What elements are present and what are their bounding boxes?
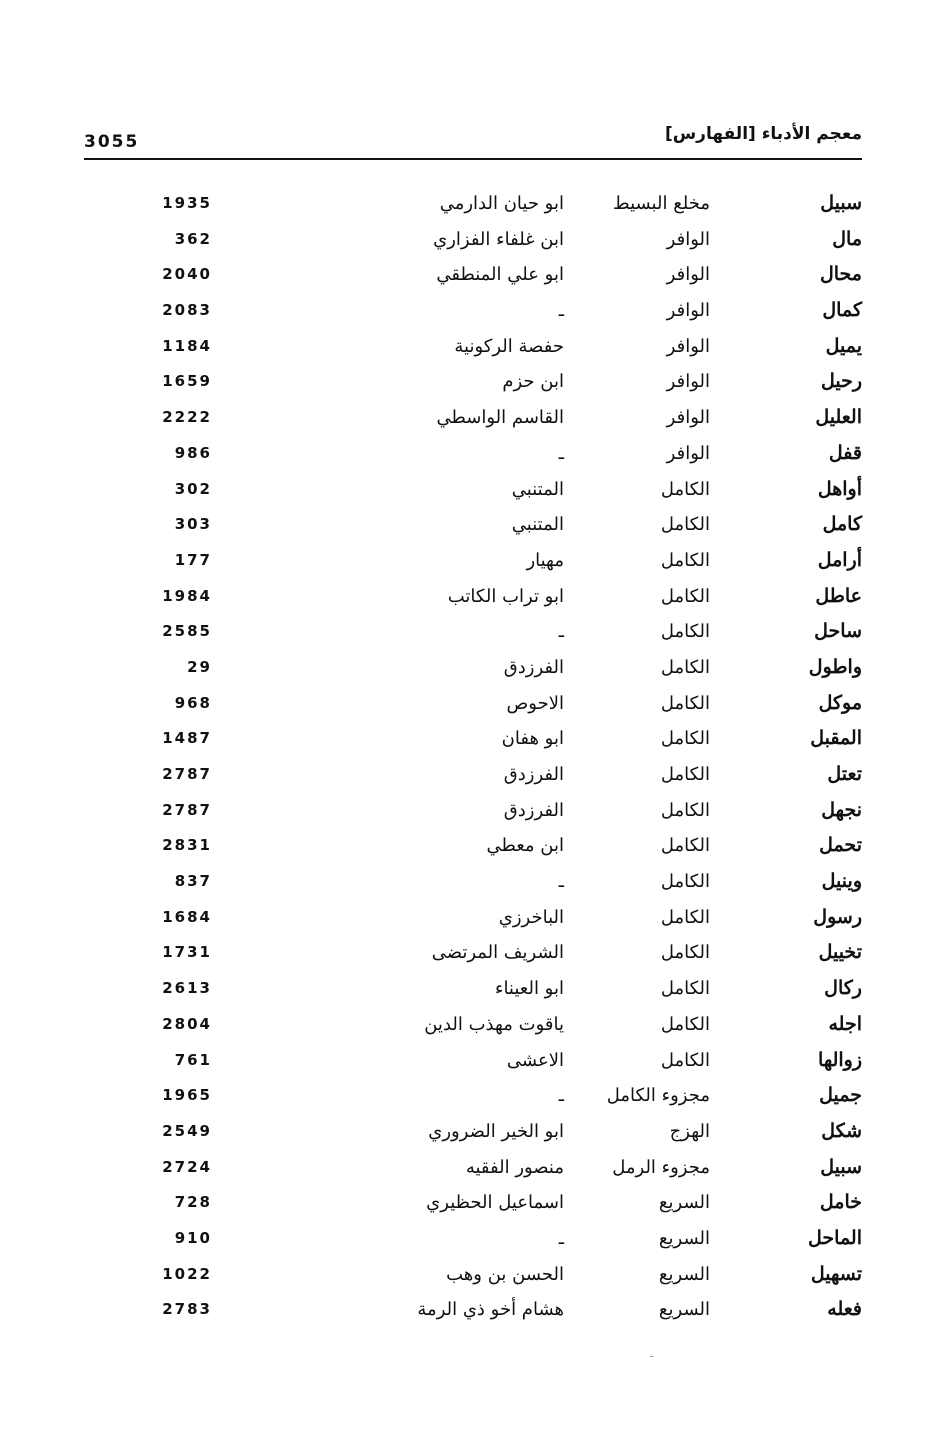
- table-row: [84, 721, 862, 757]
- meter-name: الوافر: [666, 228, 710, 250]
- page-reference: 177: [174, 550, 212, 569]
- meter-name: الوافر: [666, 335, 710, 357]
- rhyme-word: وينيل: [821, 870, 862, 893]
- poet-name: ياقوت مهذب الدين: [424, 1013, 564, 1035]
- table-row: [84, 650, 862, 686]
- rhyme-word: موكل: [818, 691, 862, 714]
- table-row: [84, 1221, 862, 1257]
- page-header: [84, 122, 862, 160]
- table-row: [84, 900, 862, 936]
- meter-name: الكامل: [660, 514, 710, 536]
- table-row: [84, 614, 862, 650]
- poet-name: الاعشى: [506, 1049, 564, 1071]
- page-reference: 303: [174, 515, 212, 534]
- page-reference: 2787: [162, 765, 212, 783]
- table-row: [84, 329, 862, 365]
- meter-name: الكامل: [660, 656, 710, 678]
- poet-name: ـ: [558, 1227, 564, 1249]
- meter-name: الوافر: [666, 371, 710, 393]
- meter-name: الكامل: [660, 942, 710, 964]
- rhyme-word: تعتل: [827, 763, 862, 785]
- rhyme-word: المقبل: [810, 727, 862, 750]
- table-row: [84, 1078, 862, 1114]
- table-row: [84, 222, 862, 258]
- poet-name: الباخرزي: [498, 906, 564, 928]
- table-row: [84, 1007, 862, 1043]
- page-reference: 1731: [162, 943, 212, 962]
- page-reference: 910: [174, 1228, 212, 1247]
- rhyme-word: محال: [819, 263, 862, 286]
- meter-name: الوافر: [666, 442, 710, 464]
- page-reference: 1022: [162, 1264, 212, 1283]
- rhyme-word: أواهل: [817, 477, 862, 500]
- poet-name: ابن غلفاء الفزاري: [433, 228, 564, 250]
- poet-name: المتنبي: [511, 478, 564, 500]
- poet-name: الشريف المرتضى: [431, 942, 564, 964]
- page-reference: 2222: [162, 408, 212, 427]
- page-reference: 2549: [162, 1121, 212, 1140]
- page-reference: 1935: [162, 194, 212, 212]
- meter-name: الكامل: [660, 799, 710, 821]
- rhyme-word: قفل: [828, 441, 862, 464]
- page-reference: 1487: [162, 729, 212, 748]
- poet-name: منصور الفقيه: [465, 1156, 564, 1178]
- poet-name: ـ: [558, 442, 564, 464]
- rhyme-word: كمال: [822, 299, 862, 322]
- poet-name: المتنبي: [511, 514, 564, 536]
- rhyme-word: خامل: [819, 1191, 862, 1214]
- poet-name: ـ: [558, 621, 564, 643]
- table-row: [84, 1292, 862, 1328]
- meter-name: الكامل: [660, 871, 710, 893]
- page-reference: 986: [174, 443, 212, 462]
- meter-name: الوافر: [666, 264, 710, 286]
- meter-name: السريع: [658, 1299, 710, 1321]
- poet-name: الحسن بن وهب: [446, 1263, 564, 1285]
- rhyme-word: الماحل: [808, 1226, 862, 1249]
- page-reference: 2804: [162, 1014, 212, 1033]
- page-reference: 1684: [162, 907, 212, 926]
- rhyme-word: ركال: [824, 977, 862, 1000]
- rhyme-word: رحيل: [820, 370, 862, 393]
- meter-name: الكامل: [660, 549, 710, 571]
- rhyme-word: العليل: [815, 406, 862, 429]
- table-row: [84, 1114, 862, 1150]
- meter-name: الكامل: [660, 585, 710, 607]
- page-reference: 1184: [162, 336, 212, 355]
- rhyme-word: شكل: [821, 1119, 862, 1142]
- meter-name: مجزوء الرمل: [612, 1156, 710, 1178]
- rhyme-word: فعله: [827, 1298, 862, 1321]
- rhyme-word: مال: [832, 227, 862, 250]
- table-row: [84, 1257, 862, 1293]
- meter-name: السريع: [658, 1263, 710, 1285]
- poet-name: مهيار: [526, 549, 564, 571]
- page-reference: 2613: [162, 979, 212, 998]
- page-reference: 2783: [162, 1300, 212, 1319]
- poet-name: الفرزدق: [503, 656, 564, 678]
- page-reference: 1659: [162, 372, 212, 391]
- meter-name: الكامل: [660, 692, 710, 714]
- meter-name: الكامل: [660, 835, 710, 857]
- page-reference: 2585: [162, 622, 212, 641]
- poet-name: ـ: [558, 871, 564, 893]
- rhyme-word: واطول: [808, 655, 862, 678]
- page-reference: 2040: [162, 265, 212, 284]
- meter-name: الهزج: [669, 1120, 710, 1142]
- table-row: [84, 1185, 862, 1221]
- poet-name: ـ: [558, 300, 564, 322]
- table-row: [84, 293, 862, 329]
- table-row: [84, 436, 862, 472]
- table-row: [84, 793, 862, 829]
- page-reference: 2787: [162, 800, 212, 819]
- rhyme-word: نجهل: [821, 798, 862, 821]
- table-row: [84, 543, 862, 579]
- verse-index-table: [84, 186, 862, 1328]
- meter-name: الكامل: [660, 764, 710, 785]
- page-reference: 2831: [162, 836, 212, 855]
- table-row: [84, 579, 862, 615]
- poet-name: ابن حزم: [502, 371, 564, 393]
- page-reference: 29: [187, 657, 212, 676]
- page-reference: 968: [174, 693, 212, 712]
- meter-name: الكامل: [660, 978, 710, 1000]
- page-reference: 2724: [162, 1157, 212, 1176]
- meter-name: السريع: [658, 1192, 710, 1214]
- rhyme-word: رسول: [813, 905, 862, 928]
- print-mark: [650, 1356, 653, 1357]
- table-row: [84, 1150, 862, 1186]
- poet-name: الفرزدق: [503, 764, 564, 785]
- poet-name: ابو العيناء: [494, 978, 564, 1000]
- poet-name: ابو تراب الكاتب: [447, 585, 564, 607]
- page-reference: 362: [174, 229, 212, 248]
- rhyme-word: يميل: [825, 334, 862, 357]
- page-reference: 837: [174, 872, 212, 891]
- meter-name: الكامل: [660, 478, 710, 500]
- table-row: [84, 400, 862, 436]
- poet-name: ابن معطي: [486, 835, 564, 857]
- poet-name: حفصة الركونية: [454, 335, 564, 357]
- meter-name: الوافر: [666, 300, 710, 322]
- rhyme-word: تخييل: [818, 941, 862, 964]
- rhyme-word: جميل: [819, 1084, 862, 1107]
- poet-name: الفرزدق: [503, 799, 564, 821]
- meter-name: الكامل: [660, 1013, 710, 1035]
- rhyme-word: كامل: [822, 513, 862, 536]
- table-row: [84, 864, 862, 900]
- poet-name: اسماعيل الحظيري: [426, 1192, 564, 1214]
- table-row: [84, 257, 862, 293]
- poet-name: القاسم الواسطي: [436, 407, 564, 429]
- table-row: [84, 472, 862, 508]
- poet-name: ابو الخير الضروري: [428, 1120, 564, 1142]
- meter-name: الكامل: [660, 621, 710, 643]
- meter-name: الكامل: [660, 1049, 710, 1071]
- rhyme-word: عاطل: [815, 584, 862, 607]
- table-row: [84, 935, 862, 971]
- rhyme-word: سبيل: [820, 192, 862, 214]
- poet-name: ابو علي المنطقي: [436, 264, 564, 286]
- meter-name: الوافر: [666, 407, 710, 429]
- table-row: [84, 364, 862, 400]
- rhyme-word: زوالها: [818, 1048, 862, 1071]
- table-row: [84, 971, 862, 1007]
- page-reference: 1965: [162, 1086, 212, 1105]
- poet-name: الاحوص: [506, 692, 564, 714]
- page-reference: 761: [174, 1050, 212, 1069]
- table-row: [84, 507, 862, 543]
- running-title: معجم الأدباء [الفهارس]: [664, 124, 862, 144]
- poet-name: ابو هفان: [501, 728, 564, 750]
- rhyme-word: تحمل: [819, 834, 862, 857]
- meter-name: الكامل: [660, 906, 710, 928]
- table-row: [84, 828, 862, 864]
- meter-name: مخلع البسيط: [612, 193, 710, 214]
- rhyme-word: تسهيل: [810, 1262, 862, 1285]
- page-reference: 728: [174, 1193, 212, 1212]
- meter-name: السريع: [658, 1227, 710, 1249]
- poet-name: ـ: [558, 1085, 564, 1107]
- rhyme-word: أرامل: [817, 548, 862, 571]
- rhyme-word: سبيل: [820, 1155, 862, 1178]
- table-row: [84, 186, 862, 222]
- meter-name: مجزوء الكامل: [606, 1085, 710, 1107]
- poet-name: هشام أخو ذي الرمة: [417, 1299, 564, 1321]
- page-reference: 1984: [162, 586, 212, 605]
- rhyme-word: اجله: [828, 1012, 862, 1035]
- table-row: [84, 757, 862, 793]
- meter-name: الكامل: [660, 728, 710, 750]
- page-number: 3055: [84, 132, 140, 152]
- page-reference: 2083: [162, 301, 212, 320]
- poet-name: ابو حيان الدارمي: [439, 193, 564, 214]
- table-row: [84, 686, 862, 722]
- rhyme-word: ساحل: [814, 620, 862, 643]
- page-reference: 302: [174, 479, 212, 498]
- table-row: [84, 1043, 862, 1079]
